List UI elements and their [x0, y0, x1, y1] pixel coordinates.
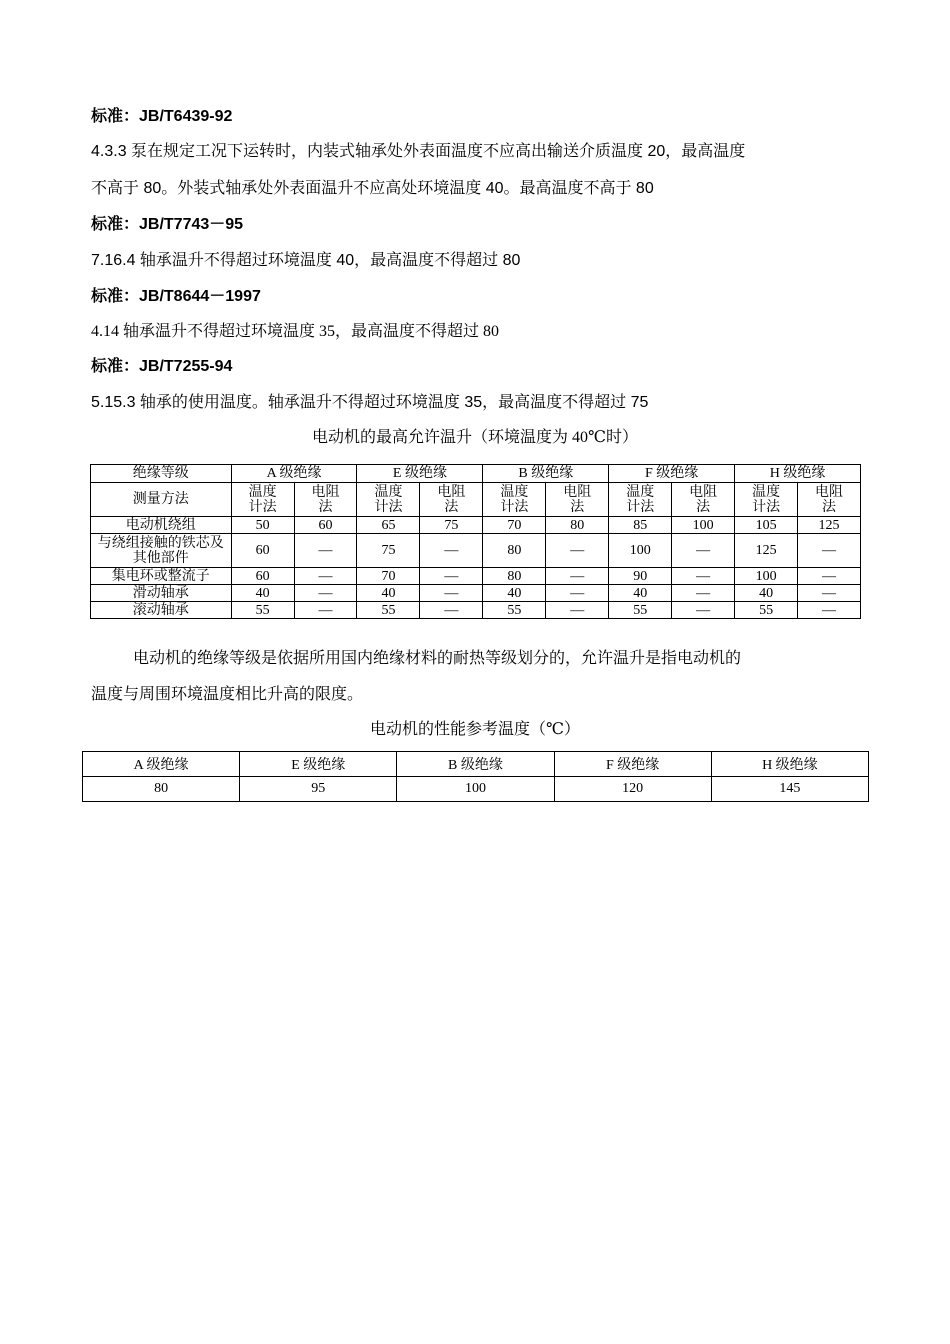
column-header: B 级绝缘 [397, 752, 554, 777]
table-cell: 40 [231, 585, 294, 602]
explanation-paragraph: 电动机的绝缘等级是依据所用国内绝缘材料的耐热等级划分的，允许温升是指电动机的 [133, 650, 742, 667]
column-header: E 级绝缘 [240, 752, 397, 777]
table-cell: 120 [554, 777, 711, 802]
table-cell: 60 [294, 517, 357, 534]
table-cell: 85 [609, 517, 672, 534]
table-cell: 80 [483, 534, 546, 568]
table-cell: 70 [483, 517, 546, 534]
clause-text: 4.14 轴承温升不得超过环境温度 35，最高温度不得超过 80 [91, 323, 500, 340]
clause-text: 4.3.3 泵在规定工况下运转时，内装式轴承处外表面温度不应高出输送介质温度 20，最高温度 [91, 143, 746, 160]
table-cell: — [420, 602, 483, 619]
insulation-class-header: 绝缘等级 [91, 465, 232, 483]
table-cell: 100 [609, 534, 672, 568]
table-cell: 55 [735, 602, 798, 619]
table-cell: — [294, 534, 357, 568]
method-resistance: 电阻法 [294, 483, 357, 517]
table-cell: — [546, 585, 609, 602]
table-cell: — [672, 534, 735, 568]
table-row [83, 777, 869, 802]
row-label: 电动机绕组 [91, 517, 232, 534]
table-cell: 95 [240, 777, 397, 802]
table-cell: — [420, 585, 483, 602]
table-cell: 105 [735, 517, 798, 534]
table-cell: — [798, 602, 861, 619]
table-cell: 50 [231, 517, 294, 534]
row-label: 集电环或整流子 [91, 568, 232, 585]
method-resistance: 电阻法 [798, 483, 861, 517]
table-cell: 75 [420, 517, 483, 534]
standard-heading: 标准：JB/T6439-92 [91, 108, 233, 125]
table2-caption: 电动机的性能参考温度（℃） [370, 721, 580, 738]
table-cell: 100 [735, 568, 798, 585]
table-cell: 40 [609, 585, 672, 602]
table-cell: 55 [609, 602, 672, 619]
table-cell: 65 [357, 517, 420, 534]
table-cell: 60 [231, 534, 294, 568]
method-resistance: 电阻法 [672, 483, 735, 517]
table-cell: 90 [609, 568, 672, 585]
table-cell: 125 [735, 534, 798, 568]
table-cell: 40 [357, 585, 420, 602]
method-thermometer: 温度计法 [231, 483, 294, 517]
table-cell: — [420, 568, 483, 585]
table-row [91, 585, 861, 602]
method-thermometer: 温度计法 [357, 483, 420, 517]
table-cell: 80 [546, 517, 609, 534]
table-cell: 40 [735, 585, 798, 602]
method-resistance: 电阻法 [420, 483, 483, 517]
clause-text: 不高于 80。外装式轴承处外表面温升不应高处环境温度 40。最高温度不高于 80 [91, 180, 654, 197]
method-thermometer: 温度计法 [735, 483, 798, 517]
method-thermometer: 温度计法 [483, 483, 546, 517]
column-header: H 级绝缘 [711, 752, 868, 777]
class-header: B 级绝缘 [483, 465, 609, 483]
column-header: A 级绝缘 [83, 752, 240, 777]
table-cell: 40 [483, 585, 546, 602]
table-cell: 145 [711, 777, 868, 802]
table-cell: 75 [357, 534, 420, 568]
table-cell: — [798, 534, 861, 568]
method-resistance: 电阻法 [546, 483, 609, 517]
row-label: 滚动轴承 [91, 602, 232, 619]
class-header: A 级绝缘 [231, 465, 357, 483]
table-cell: — [546, 602, 609, 619]
temperature-rise-table [90, 464, 861, 619]
table-row [91, 517, 861, 534]
class-header: F 级绝缘 [609, 465, 735, 483]
table-cell: 60 [231, 568, 294, 585]
method-header: 测量方法 [91, 483, 232, 517]
row-label: 与绕组接触的铁芯及其他部件 [91, 534, 232, 568]
table-cell: — [672, 568, 735, 585]
column-header: F 级绝缘 [554, 752, 711, 777]
reference-temperature-table [82, 751, 869, 802]
table-header-row [83, 752, 869, 777]
method-thermometer: 温度计法 [609, 483, 672, 517]
explanation-paragraph: 温度与周围环境温度相比升高的限度。 [91, 686, 364, 703]
table-cell: — [672, 585, 735, 602]
table-cell: — [294, 585, 357, 602]
table-cell: 100 [672, 517, 735, 534]
table-cell: — [546, 534, 609, 568]
table-cell: — [546, 568, 609, 585]
clause-text: 5.15.3 轴承的使用温度。轴承温升不得超过环境温度 35，最高温度不得超过 75 [91, 394, 649, 411]
table-cell: 55 [231, 602, 294, 619]
table-cell: — [798, 568, 861, 585]
table-cell: — [294, 568, 357, 585]
table-cell: — [672, 602, 735, 619]
class-header: E 级绝缘 [357, 465, 483, 483]
standard-heading: 标准：JB/T7255-94 [91, 358, 233, 375]
table-cell: — [798, 585, 861, 602]
table-cell: 125 [798, 517, 861, 534]
table-cell: 55 [357, 602, 420, 619]
table1-caption: 电动机的最高允许温升（环境温度为 40℃时） [312, 429, 638, 446]
standard-heading: 标准：JB/T8644－1997 [91, 288, 261, 305]
table-row [91, 534, 861, 568]
table-row [91, 568, 861, 585]
table-cell: 55 [483, 602, 546, 619]
table-cell: 80 [83, 777, 240, 802]
class-header: H 级绝缘 [735, 465, 861, 483]
table-cell: — [420, 534, 483, 568]
table-row [91, 602, 861, 619]
standard-heading: 标准：JB/T7743－95 [91, 216, 244, 233]
row-label: 滑动轴承 [91, 585, 232, 602]
table-cell: — [294, 602, 357, 619]
table-cell: 100 [397, 777, 554, 802]
clause-text: 7.16.4 轴承温升不得超过环境温度 40，最高温度不得超过 80 [91, 252, 521, 269]
table-cell: 70 [357, 568, 420, 585]
table-cell: 80 [483, 568, 546, 585]
